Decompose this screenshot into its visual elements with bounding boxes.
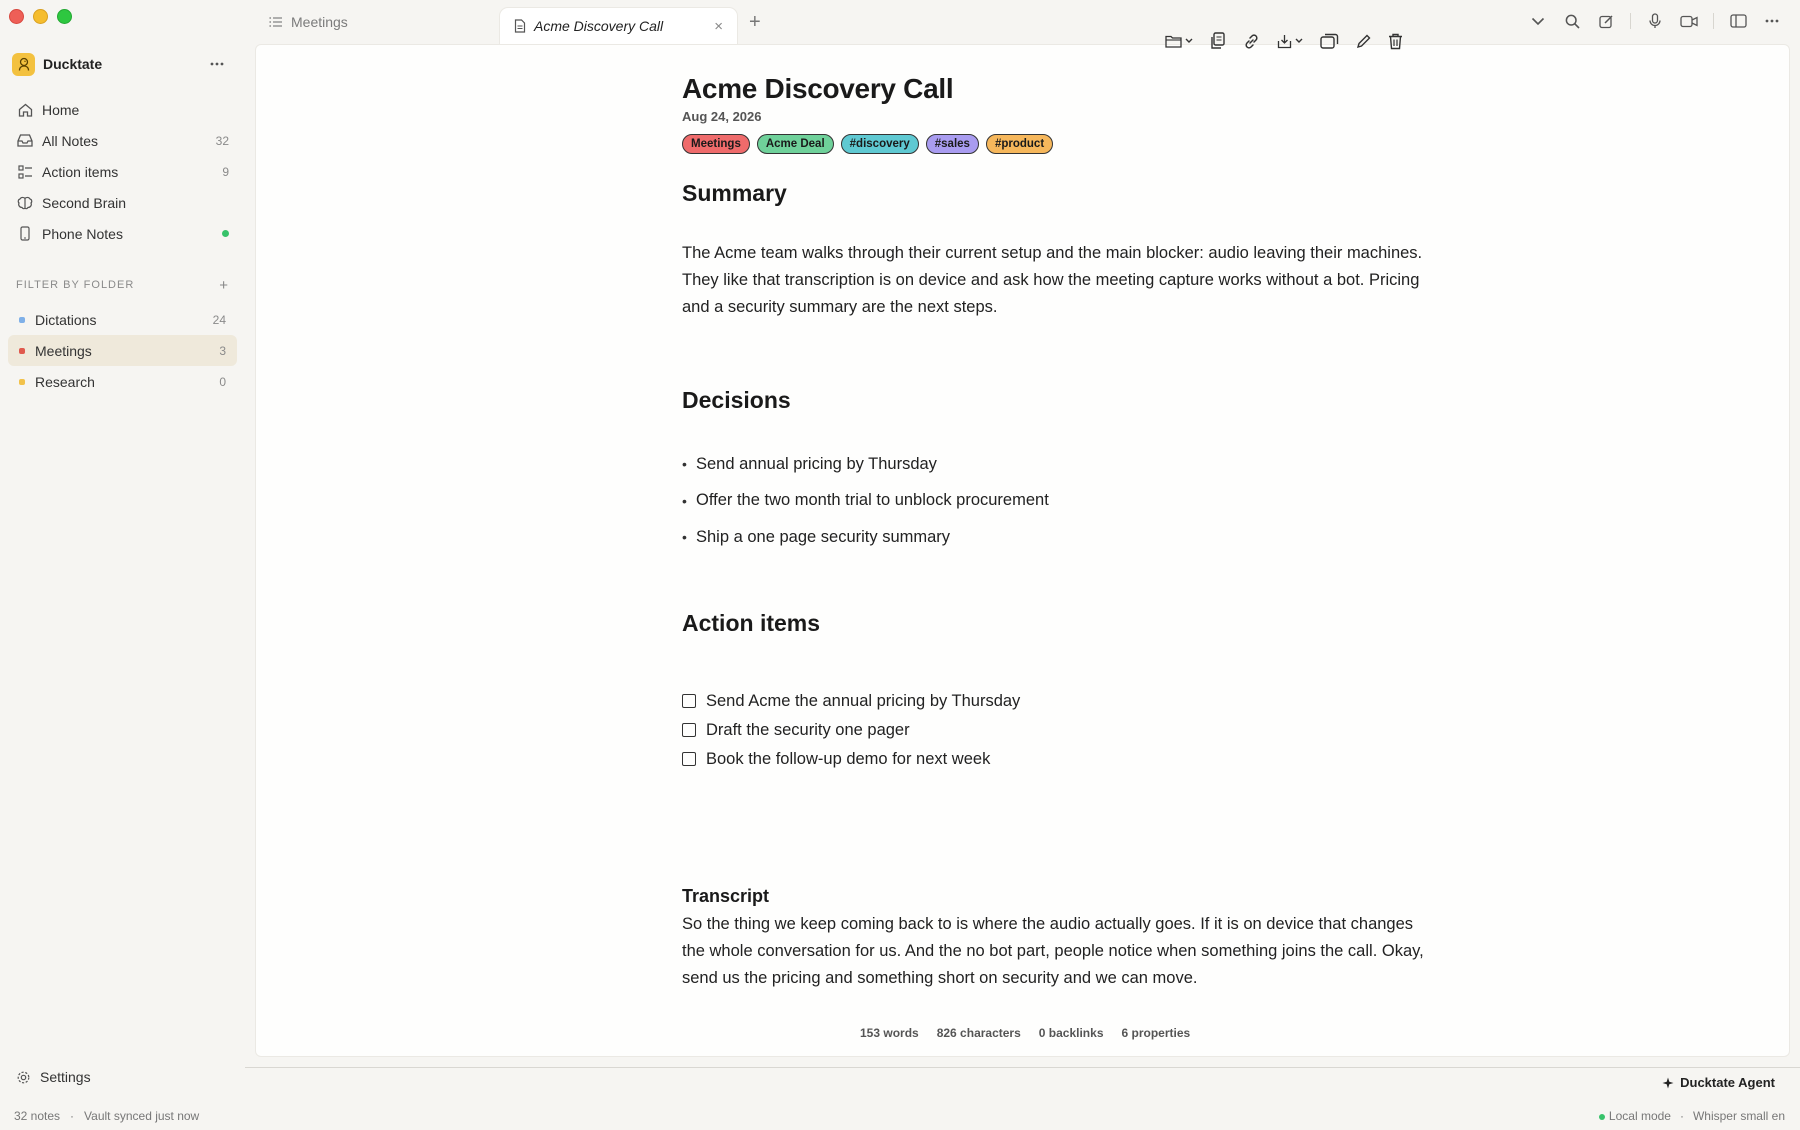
folder-meetings[interactable] — [8, 335, 237, 366]
nav-item-all-notes[interactable] — [0, 125, 245, 156]
summary-heading: Summary — [682, 180, 787, 206]
ducktate-agent-button[interactable] — [1662, 1075, 1775, 1090]
transcript-heading: Transcript — [682, 885, 770, 906]
filter-heading: FILTER BY FOLDER — [16, 279, 135, 291]
duplicate-button[interactable] — [1320, 30, 1339, 52]
note-title[interactable]: Acme Discovery Call — [682, 73, 954, 104]
trash-icon — [1388, 33, 1403, 50]
sync-status-dot — [222, 230, 229, 237]
folder-list — [0, 304, 245, 397]
tab-meetings[interactable] — [255, 5, 500, 39]
todo-checkbox[interactable] — [682, 752, 696, 766]
transcript-text: So the thing we keep coming back to is where the audio actually goes. If it is on device that changes the whole conversation for us. And the no bot part, people notice when something joins the call. Okay, send us the pricing and something short on security and we can move. — [682, 914, 1424, 987]
top-toolbar — [1528, 10, 1782, 32]
duck-logo-icon — [12, 53, 35, 76]
sparkle-icon — [1662, 1077, 1674, 1089]
workspace-more-icon[interactable] — [210, 62, 224, 66]
more-icon[interactable] — [1762, 10, 1782, 32]
tab-label: Acme Discovery Call — [534, 18, 664, 34]
summary-text: The Acme team walks through their current setup and the main blocker: audio leaving their machines. They like that transcription is on device and ask how the meeting capture works without a bot. Pricing and a security summary are the next steps. — [682, 244, 1423, 316]
bullet-icon: • — [682, 456, 687, 473]
minimize-window-button[interactable] — [33, 9, 48, 24]
nav-label: All Notes — [42, 132, 99, 149]
phone-icon — [16, 225, 34, 243]
nav-label: Home — [42, 101, 80, 118]
status-separator: · — [1679, 1109, 1684, 1123]
character-count: 826 characters — [936, 1026, 1021, 1040]
properties-count[interactable]: 6 properties — [1121, 1026, 1191, 1040]
folder-icon — [1165, 34, 1182, 48]
move-to-folder-button[interactable] — [1165, 30, 1193, 52]
tag-acme-deal[interactable]: Acme Deal — [757, 134, 834, 154]
list-item — [682, 446, 1427, 483]
microphone-icon[interactable] — [1645, 10, 1665, 32]
document-icon — [514, 19, 526, 33]
folder-color-dot — [19, 348, 25, 354]
brain-icon — [16, 194, 34, 212]
todo-text: Draft the security one pager — [706, 720, 910, 739]
tag-product[interactable]: #product — [986, 134, 1053, 154]
decision-text: Offer the two month trial to unblock procurement — [696, 491, 1049, 510]
mode-label: Local mode — [1608, 1109, 1671, 1123]
compose-icon[interactable] — [1596, 10, 1616, 32]
nav-count: 9 — [222, 164, 229, 179]
workspace-header[interactable] — [0, 44, 245, 84]
folder-research[interactable] — [8, 366, 237, 397]
filter-by-folder-header — [0, 275, 245, 295]
mode-status — [1599, 1109, 1671, 1123]
list-item — [682, 483, 1427, 520]
toolbar-divider — [1630, 13, 1631, 29]
tag-list — [682, 134, 1427, 154]
todo-text: Book the follow-up demo for next week — [706, 749, 991, 768]
note-actions — [1165, 30, 1403, 52]
nav-item-action-items[interactable] — [0, 156, 245, 187]
todo-item — [682, 745, 1427, 774]
new-tab-icon[interactable]: + — [749, 10, 761, 33]
home-icon — [16, 101, 34, 119]
agent-label: Ducktate Agent — [1680, 1075, 1775, 1090]
copy-button[interactable] — [1210, 30, 1226, 52]
video-icon[interactable] — [1679, 10, 1699, 32]
nav-label: Phone Notes — [42, 225, 123, 242]
decision-text: Send annual pricing by Thursday — [696, 454, 937, 473]
gear-icon — [16, 1070, 31, 1085]
decisions-heading: Decisions — [682, 387, 791, 413]
bullet-icon: • — [682, 492, 687, 509]
chevron-down-icon — [1295, 38, 1303, 44]
workspace-name: Ducktate — [43, 56, 103, 72]
folder-count: 0 — [219, 374, 226, 389]
edit-button[interactable] — [1356, 30, 1371, 52]
export-icon — [1277, 34, 1292, 49]
nav-label: Action items — [42, 163, 119, 180]
sync-status: Vault synced just now — [84, 1109, 200, 1123]
copy-icon — [1210, 32, 1226, 50]
window-controls — [9, 9, 72, 24]
backlinks-count[interactable]: 0 backlinks — [1038, 1026, 1104, 1040]
decisions-list — [682, 446, 1427, 556]
sidebar — [0, 44, 245, 1070]
main-nav — [0, 94, 245, 249]
checklist-icon — [16, 163, 34, 181]
add-folder-icon[interactable]: + — [219, 276, 229, 294]
folder-color-dot — [19, 317, 25, 323]
folder-label: Research — [35, 373, 95, 390]
tab-label: Meetings — [291, 14, 348, 30]
chevron-down-icon[interactable] — [1528, 10, 1548, 32]
inbox-icon — [16, 132, 34, 150]
todo-checkbox[interactable] — [682, 723, 696, 737]
zoom-window-button[interactable] — [57, 9, 72, 24]
toolbar-divider — [1713, 13, 1714, 29]
chevron-down-icon — [1185, 38, 1193, 44]
panel-divider — [245, 1067, 1800, 1068]
list-item — [682, 519, 1427, 556]
todo-text: Send Acme the annual pricing by Thursday — [706, 691, 1021, 710]
settings-button[interactable] — [16, 1069, 91, 1085]
tab-acme-discovery-call[interactable] — [500, 8, 737, 44]
document-panel — [255, 44, 1790, 1057]
bullet-icon: • — [682, 529, 687, 546]
tag-discovery[interactable]: #discovery — [841, 134, 919, 154]
action-items-heading: Action items — [682, 609, 821, 636]
tag-meetings[interactable]: Meetings — [682, 134, 750, 154]
settings-label: Settings — [40, 1069, 91, 1085]
status-separator: · — [70, 1109, 75, 1123]
folder-label: Dictations — [35, 311, 97, 328]
export-button[interactable] — [1277, 30, 1303, 52]
decision-text: Ship a one page security summary — [696, 527, 951, 546]
folder-count: 3 — [219, 343, 226, 358]
folder-dictations[interactable] — [8, 304, 237, 335]
edit-icon — [1356, 34, 1371, 49]
nav-item-phone-notes[interactable] — [0, 218, 245, 249]
close-window-button[interactable] — [9, 9, 24, 24]
local-mode-dot — [1599, 1114, 1605, 1120]
tag-sales[interactable]: #sales — [926, 134, 979, 154]
todo-checkbox[interactable] — [682, 694, 696, 708]
close-tab-icon[interactable]: × — [714, 17, 723, 35]
delete-button[interactable] — [1388, 30, 1403, 52]
link-icon — [1243, 33, 1260, 50]
duplicate-icon — [1320, 33, 1339, 49]
note-editor[interactable] — [682, 73, 1427, 992]
list-icon — [269, 16, 283, 28]
tab-bar — [255, 0, 761, 44]
search-icon[interactable] — [1562, 10, 1582, 32]
notes-count: 32 notes — [14, 1109, 61, 1123]
nav-count: 32 — [215, 133, 229, 148]
todo-item — [682, 716, 1427, 745]
status-bar-left — [14, 1109, 199, 1123]
model-label[interactable]: Whisper small en — [1692, 1109, 1785, 1123]
folder-count: 24 — [212, 312, 226, 327]
action-items-list — [682, 687, 1427, 774]
todo-item — [682, 687, 1427, 716]
nav-label: Second Brain — [42, 194, 127, 211]
copy-link-button[interactable] — [1243, 30, 1260, 52]
nav-item-home[interactable] — [0, 94, 245, 125]
folder-label: Meetings — [35, 342, 92, 359]
status-bar-right — [1599, 1109, 1785, 1123]
word-count: 153 words — [860, 1026, 919, 1040]
nav-item-second-brain[interactable] — [0, 187, 245, 218]
sidebar-toggle-icon[interactable] — [1728, 10, 1748, 32]
note-stats — [860, 1026, 1190, 1040]
folder-color-dot — [19, 379, 25, 385]
note-date: Aug 24, 2026 — [682, 109, 762, 124]
